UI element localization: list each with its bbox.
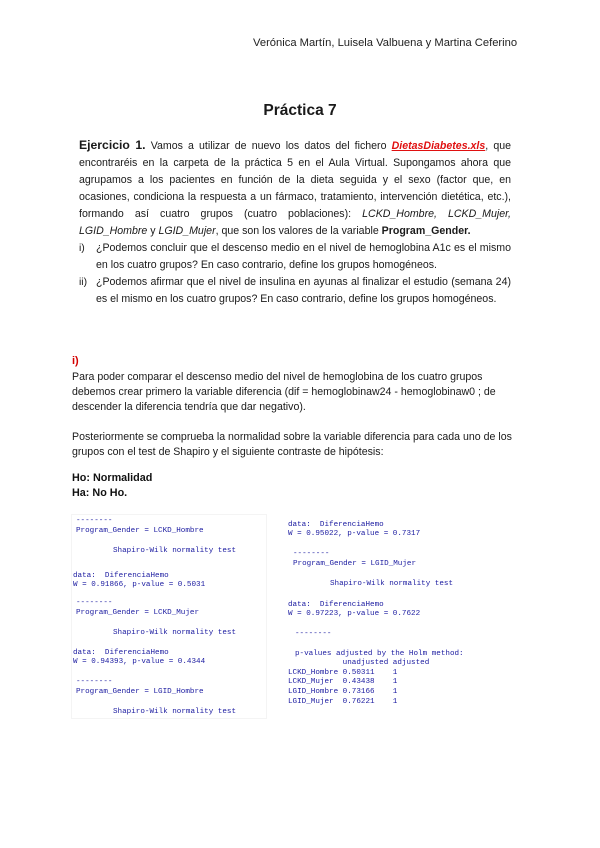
r-output-line: LCKD_Hombre 0.50311 1 (288, 669, 398, 677)
r-output-line: W = 0.95022, p-value = 0.7317 (288, 530, 421, 538)
question-item (79, 274, 511, 308)
r-output-line: LGID_Mujer 0.76221 1 (288, 698, 398, 706)
group-names: LCKD_Hombre, LCKD_Mujer, LGID_Hombre (79, 208, 511, 237)
r-output-line: W = 0.97223, p-value = 0.7622 (288, 610, 421, 618)
group-name-last: LGID_Mujer (158, 225, 216, 237)
data-file-name: DietasDiabetes.xls (391, 140, 486, 152)
exercise-text-d: , que son los valores de la variable (215, 225, 382, 237)
r-output-line: -------- (76, 517, 113, 525)
null-hypothesis: Ho: Normalidad (72, 472, 153, 484)
r-output-right (286, 519, 464, 714)
alternative-hypothesis: Ha: No Ho. (72, 487, 128, 499)
r-output-line: Shapiro-Wilk normality test (113, 629, 237, 637)
r-output-line: data: DiferenciaHemo (73, 649, 169, 657)
r-output-line: LGID_Hombre 0.73166 1 (288, 688, 398, 696)
answer-paragraph-2: Posteriormente se comprueba la normalidad sobre la variable diferencia para cada uno de los grupos con el test de Shapiro y el siguiente contraste de hipótesis: (72, 431, 512, 458)
exercise-text-b: , que encontraréis en la carpeta de la práctica 5 en el Aula Virtual. Supongamos ahora que agrupamos a los pacientes en función de la dieta seguida y el sexo (factor que, en ocasiones, condiciona la respuesta a un fármaco, tratamiento, intervención dietética, etc.), formando así cuatro grupos (cuatro poblaciones): (79, 140, 512, 220)
r-output-line: Program_Gender = LGID_Hombre (76, 688, 204, 696)
question-text: ¿Podemos concluir que el descenso medio en el nivel de hemoglobina A1c es el mismo en los cuatro grupos? En caso contrario, define los grupos homogéneos. (96, 242, 511, 271)
header-authors: Verónica Martín, Luisela Valbuena y Martina Ceferino (253, 37, 518, 49)
question-item (79, 240, 511, 274)
r-output-line: data: DiferenciaHemo (288, 521, 384, 529)
variable-name: Program_Gender. (381, 225, 471, 237)
exercise-text-c: y (147, 225, 159, 237)
exercise-statement (79, 137, 511, 308)
r-output-line: W = 0.94393, p-value = 0.4344 (73, 658, 206, 666)
r-output-line: Program_Gender = LCKD_Mujer (76, 609, 200, 617)
r-output-line: -------- (293, 550, 330, 558)
r-output-line: p-values adjusted by the Holm method: (295, 650, 464, 658)
r-output-line: data: DiferenciaHemo (288, 601, 384, 609)
r-output-line: data: DiferenciaHemo (73, 572, 169, 580)
r-output-line: Program_Gender = LGID_Mujer (293, 560, 417, 568)
r-output-line: Shapiro-Wilk normality test (113, 547, 237, 555)
r-output-line: Shapiro-Wilk normality test (113, 708, 237, 716)
r-output-line: -------- (295, 630, 332, 638)
answer-section-label: i) (72, 355, 79, 367)
question-list (79, 240, 511, 308)
r-output-line: -------- (76, 678, 113, 686)
r-output-line: -------- (76, 599, 113, 607)
r-output-line: Program_Gender = LCKD_Hombre (76, 527, 204, 535)
exercise-text-a: Vamos a utilizar de nuevo los datos del fichero (145, 140, 392, 152)
exercise-label: Ejercicio 1. (79, 138, 146, 152)
r-output-left (72, 515, 266, 718)
answer-paragraph-1: Para poder comparar el descenso medio del nivel de hemoglobina de los cuatro grupos debemos crear primero la variable diferencia (dif = hemoglobinaw24 - hemoglobinaw0 ; de descender la diferencia tendría que dar negativo). (72, 371, 496, 413)
r-output-line: W = 0.91866, p-value = 0.5031 (73, 581, 206, 589)
r-output-line: unadjusted adjusted (288, 659, 430, 667)
r-output-line: LCKD_Mujer 0.43438 1 (288, 678, 398, 686)
question-text: ¿Podemos afirmar que el nivel de insulina en ayunas al finalizar el estudio (semana 24) es el mismo en los cuatro grupos? En caso contrario, define los grupos homogéneos. (96, 276, 511, 305)
question-number: i) (79, 243, 85, 254)
question-number: ii) (79, 277, 88, 288)
r-output-line: Shapiro-Wilk normality test (330, 580, 454, 588)
page-title: Práctica 7 (263, 102, 337, 119)
